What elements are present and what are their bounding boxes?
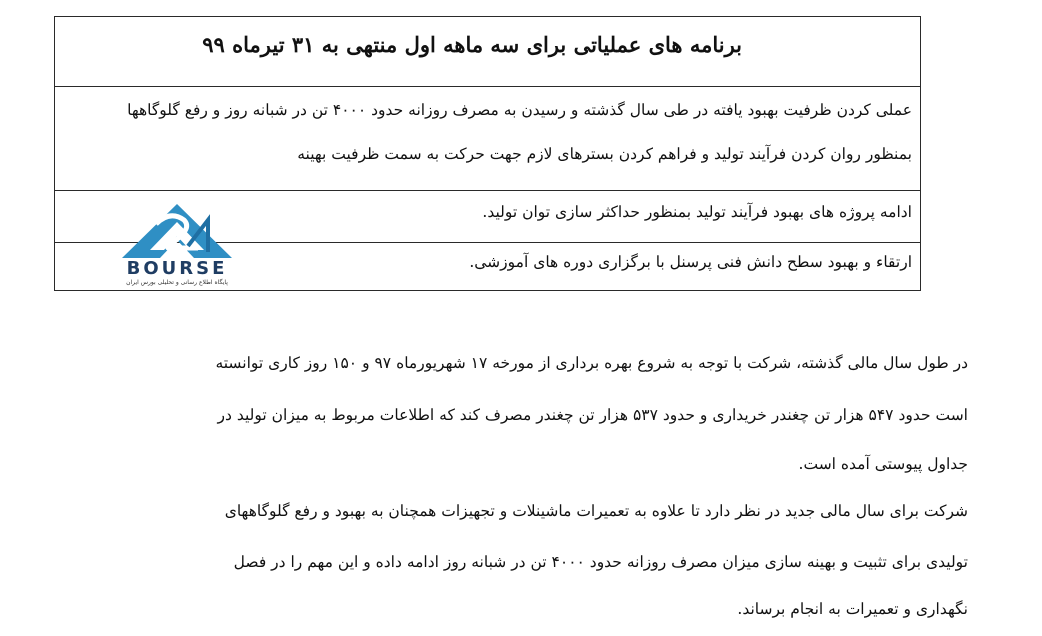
table-row xyxy=(55,87,920,191)
table-cell-line: بمنظور روان کردن فرآیند تولید و فراهم کردن بسترهای لازم جهت حرکت به سمت ظرفیت بهینه xyxy=(297,145,912,163)
body-text-line: تولیدی برای تثبیت و بهینه سازی میزان مصرف روزانه حدود ۴۰۰۰ تن در شبانه روز ادامه داده و این مهم را در فصل xyxy=(233,553,968,571)
bourse-logo-watermark xyxy=(104,202,250,288)
body-text-line: جداول پیوستی آمده است. xyxy=(798,455,968,473)
table-cell-line: ادامه پروژه های بهبود فرآیند تولید بمنظور حداکثر سازی توان تولید. xyxy=(482,203,912,221)
bourse-logo-tagline: پایگاه اطلاع رسانی و تحلیلی بورس ایران xyxy=(126,279,228,286)
bourse-logo-word: BOURSE xyxy=(126,258,228,279)
body-text-line: نگهداری و تعمیرات به انجام برساند. xyxy=(737,600,968,618)
body-text-line: است حدود ۵۴۷ هزار تن چغندر خریداری و حدود ۵۳۷ هزار تن چغندر مصرف کند که اطلاعات مربوط به میزان تولید در xyxy=(217,406,968,424)
table-cell-line: عملی کردن ظرفیت بهبود یافته در طی سال گذشته و رسیدن به مصرف روزانه حدود ۴۰۰۰ تن در شبانه روز و رفع گلوگاهها xyxy=(127,101,912,119)
body-text-line: در طول سال مالی گذشته، شرکت با توجه به شروع بهره برداری از مورخه ۱۷ شهریورماه ۹۷ و ۱۵۰ روز کاری توانسته xyxy=(215,354,968,372)
table-cell-line: ارتقاء و بهبود سطح دانش فنی پرسنل با برگزاری دوره های آموزشی. xyxy=(469,253,912,271)
body-text-line: شرکت برای سال مالی جدید در نظر دارد تا علاوه به تعمیرات ماشینلات و تجهیزات همچنان به بهبود و رفع گلوگاههای xyxy=(224,502,968,520)
table-title: برنامه های عملیاتی برای سه ماهه اول منتهی به ۳۱ تیرماه ۹۹ xyxy=(202,32,742,57)
table-title-row xyxy=(55,17,920,87)
bourse-logo-icon xyxy=(104,202,250,260)
